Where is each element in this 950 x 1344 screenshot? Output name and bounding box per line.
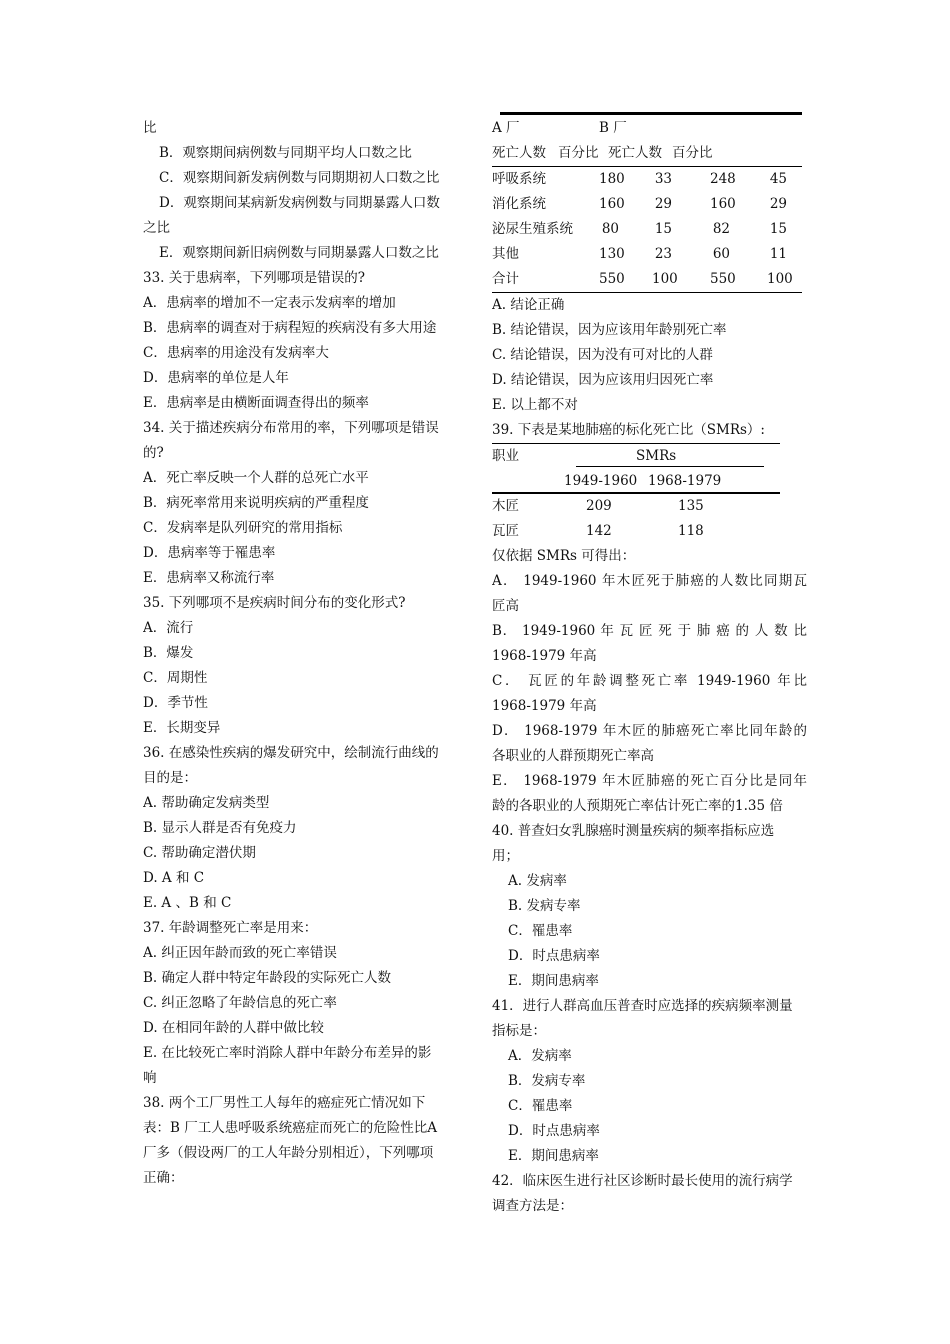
text-line: E. 在比较死亡率时消除人群中年龄分布差异的影 [143,1045,432,1061]
text-line: A. 帮助确定发病类型 [143,795,270,811]
q39-title: 39. 下表是某地肺癌的标化死亡比（SMRs）: [492,422,765,438]
option-line: A. 结论正确 [492,297,565,313]
text-line: B. 发病专率 [508,898,581,914]
text-line: C. 纠正忽略了年龄信息的死亡率 [143,995,337,1011]
text-line: A. 发病率 [508,873,567,889]
cell-a-deaths: 180 [599,171,625,187]
header-deaths-b: 死亡人数 [608,145,662,161]
cell-period-1: 142 [586,523,612,539]
text-line: C．发病率是队列研究的常用指标 [143,520,343,536]
text-line: 比 [143,120,157,136]
cell-a-deaths: 80 [601,221,619,237]
table-row [492,519,782,544]
text-line: 指标是： [492,1023,546,1039]
text-line: 的? [143,445,164,461]
option-line: 各职业的人群预期死亡率高 [492,748,654,764]
text-line: B．爆发 [143,645,194,661]
row-label: 呼吸系统 [492,171,546,187]
cell-b-deaths: 248 [710,171,736,187]
text-line: 正确： [143,1170,184,1186]
factory-b-label: B 厂 [599,120,627,136]
cell-b-percent: 100 [767,271,793,287]
table-39 [492,418,782,544]
option-line: 龄的各职业的人预期死亡率估计死亡率的1.35 倍 [492,798,783,814]
table-38-header-row [492,141,802,167]
text-line: 33. 关于患病率，下列哪项是错误的? [143,270,365,286]
table-row [492,217,802,242]
period-1: 1949-1960 [564,473,638,489]
text-line: E. A 、B 和 C [143,895,232,911]
table-38-factory-row [492,116,802,141]
text-line: E．患病率又称流行率 [143,570,275,586]
q39-title-row [492,418,780,444]
table-row [492,192,802,217]
smrs-rule [576,466,764,467]
text-line: 42．临床医生进行社区诊断时最长使用的流行病学 [492,1173,793,1189]
option-line: A． 1949-1960 年木匠死于肺癌的人数比同期瓦 [492,573,807,589]
row-label: 木匠 [492,498,519,514]
text-line: 厂多（假设两厂的工人年龄分别相近），下列哪项 [143,1145,434,1161]
cell-b-percent: 29 [769,196,787,212]
text-line: B. 显示人群是否有免疫力 [143,820,297,836]
row-label: 消化系统 [492,196,546,212]
text-line: A. 纠正因年龄而致的死亡率错误 [143,945,337,961]
header-percent-a: 百分比 [558,145,599,161]
option-line: B． 1949-1960 年 瓦 匠 死 于 肺 癌 的 人 数 比 [492,623,807,639]
text-line: 之比 [143,220,170,236]
right-tail-questions [492,819,807,1219]
text-line: C．周期性 [143,670,208,686]
q38-options [492,293,807,418]
text-line: 用； [492,848,519,864]
occupation-label: 职业 [492,448,519,464]
text-line: D．患病率等于罹患率 [143,545,276,561]
table-row [492,167,802,192]
cell-a-percent: 100 [652,271,678,287]
cell-b-percent: 11 [769,246,787,262]
cell-b-deaths: 160 [710,196,736,212]
text-line: D．季节性 [143,695,208,711]
text-line: D. A 和 C [143,870,205,886]
cell-b-percent: 45 [769,171,787,187]
cell-a-percent: 29 [654,196,672,212]
option-line: D． 1968-1979 年木匠的肺癌死亡率比同年龄的 [492,723,807,739]
option-line: 1968-1979 年高 [492,698,597,714]
text-line: A．患病率的增加不一定表示发病率的增加 [143,295,396,311]
table-38-top-rule [500,112,802,115]
cell-period-2: 135 [678,498,704,514]
cell-period-2: 118 [678,523,704,539]
text-line: 36. 在感染性疾病的爆发研究中，绘制流行曲线的 [143,745,439,761]
cell-period-1: 209 [586,498,612,514]
option-line: 匠高 [492,598,519,614]
option-line: 1968-1979 年高 [492,648,597,664]
text-line: 40. 普查妇女乳腺癌时测量疾病的频率指标应选 [492,823,775,839]
table-39-header-row [492,444,782,469]
text-line: 35. 下列哪项不是疾病时间分布的变化形式? [143,595,406,611]
text-line: 38. 两个工厂男性工人每年的癌症死亡情况如下 [143,1095,426,1111]
q39-answers [492,544,807,819]
text-line: B．观察期间病例数与同期平均人口数之比 [159,145,412,161]
option-line: C. 结论错误，因为没有可对比的人群 [492,347,713,363]
cell-a-percent: 23 [654,246,672,262]
cell-a-deaths: 160 [599,196,625,212]
cell-a-deaths: 130 [599,246,625,262]
cell-a-percent: 33 [654,171,672,187]
text-line: D．观察期间某病新发病例数与同期暴露人口数 [159,195,440,211]
text-line: 响 [143,1070,157,1086]
table-row [492,267,802,293]
header-deaths-a: 死亡人数 [492,145,546,161]
text-line: 调查方法是： [492,1198,573,1214]
header-percent-b: 百分比 [672,145,713,161]
text-line: 37. 年龄调整死亡率是用来： [143,920,318,936]
table-38 [492,116,802,293]
text-line: E．长期变异 [143,720,221,736]
text-line: 41．进行人群高血压普查时应选择的疾病频率测量 [492,998,793,1014]
text-line: E．观察期间新旧病例数与同期暴露人口数之比 [159,245,439,261]
row-label: 其他 [492,246,519,262]
cell-b-deaths: 60 [712,246,730,262]
option-line: B. 结论错误，因为应该用年龄别死亡率 [492,322,727,338]
option-line: D. 结论错误，因为应该用归因死亡率 [492,372,714,388]
left-column [143,116,463,1191]
cell-b-percent: 15 [769,221,787,237]
table-39-period-row [492,469,782,494]
text-line: A．流行 [143,620,194,636]
text-line: D．时点患病率 [508,948,600,964]
text-line: D．时点患病率 [508,1123,600,1139]
cell-b-deaths: 550 [710,271,736,287]
right-column [492,116,807,1219]
text-line: C．罹患率 [508,923,573,939]
factory-a-label: A 厂 [492,120,520,136]
table-row [492,494,782,519]
cell-b-deaths: 82 [712,221,730,237]
text-line: 34. 关于描述疾病分布常用的率，下列哪项是错误 [143,420,439,436]
option-line: E． 1968-1979 年木匠肺癌的死亡百分比是同年 [492,773,807,789]
text-line: B．患病率的调查对于病程短的疾病没有多大用途 [143,320,437,336]
text-line: B．发病专率 [508,1073,586,1089]
text-line: D．患病率的单位是人年 [143,370,289,386]
table-row [492,242,802,267]
text-line: D. 在相同年龄的人群中做比较 [143,1020,324,1036]
option-line: C． 瓦匠的年龄调整死亡率 1949-1960 年比 [492,673,807,689]
text-line: E．期间患病率 [508,973,599,989]
period-2: 1968-1979 [648,473,722,489]
text-line: E．期间患病率 [508,1148,599,1164]
text-line: 表：B 厂工人患呼吸系统癌症而死亡的危险性比A [143,1120,437,1136]
row-label: 合计 [492,271,519,287]
text-line: A．死亡率反映一个人群的总死亡水平 [143,470,369,486]
text-line: C. 帮助确定潜伏期 [143,845,256,861]
text-line: C．罹患率 [508,1098,573,1114]
row-label: 泌尿生殖系统 [492,221,573,237]
smrs-label: SMRs [636,448,677,464]
text-line: 目的是： [143,770,197,786]
table-38-body [492,167,802,293]
cell-a-percent: 15 [654,221,672,237]
text-line: B. 确定人群中特定年龄段的实际死亡人数 [143,970,392,986]
text-line: C．患病率的用途没有发病率大 [143,345,329,361]
option-line: E. 以上都不对 [492,397,578,413]
row-label: 瓦匠 [492,523,519,539]
cell-a-deaths: 550 [599,271,625,287]
text-line: B．病死率常用来说明疾病的严重程度 [143,495,369,511]
text-line: C．观察期间新发病例数与同期期初人口数之比 [159,170,440,186]
q39-lead: 仅依据 SMRs 可得出： [492,548,636,564]
text-line: A．发病率 [508,1048,572,1064]
text-line: E．患病率是由横断面调查得出的频率 [143,395,369,411]
table-39-body [492,494,782,544]
